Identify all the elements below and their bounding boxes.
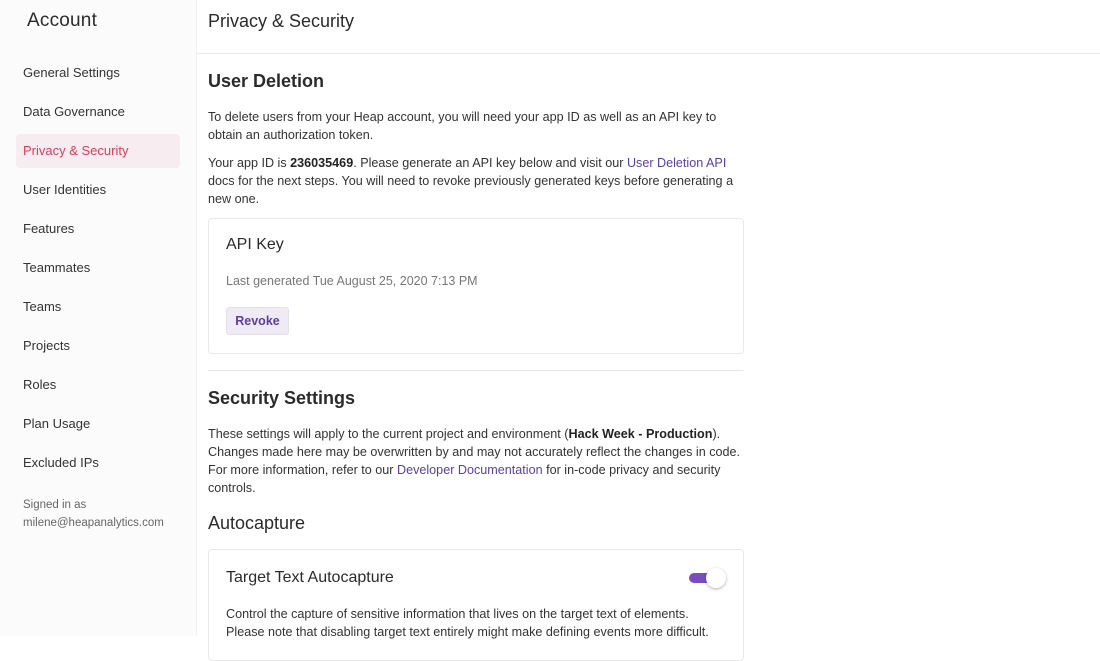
api-key-last-generated: Last generated Tue August 25, 2020 7:13 PM (226, 274, 478, 288)
sidebar-item-features[interactable] (16, 212, 180, 246)
security-text-suffix: for in-code privacy and security controls. (208, 463, 721, 495)
security-settings-text (208, 425, 748, 497)
target-text-card (208, 549, 744, 661)
sidebar-item-general-settings[interactable] (16, 56, 180, 90)
account-sidebar (0, 0, 197, 636)
sidebar-item-user-identities[interactable] (16, 173, 180, 207)
user-deletion-intro: To delete users from your Heap account, you will need your app ID as well as an API key to obtain an authorization token. (208, 110, 717, 142)
sidebar-item-label: User Identities (23, 182, 107, 197)
revoke-button[interactable]: Revoke (226, 307, 289, 335)
page-title: Privacy & Security (208, 11, 355, 31)
toggle-knob (706, 568, 726, 588)
sidebar-item-plan-usage[interactable] (16, 407, 180, 441)
header-divider (196, 53, 1100, 54)
target-text-description: Control the capture of sensitive information that lives on the target text of elements. Please note that disabling target text entirely might make defining events more difficult. (226, 607, 709, 639)
sidebar-item-label: Data Governance (23, 104, 125, 119)
sidebar-item-label: General Settings (23, 65, 120, 80)
sidebar-item-privacy-security[interactable] (16, 134, 180, 168)
sidebar-item-excluded-ips[interactable] (16, 446, 180, 480)
sidebar-item-projects[interactable] (16, 329, 180, 363)
sidebar-item-label: Plan Usage (23, 416, 91, 431)
sidebar-item-label: Privacy & Security (23, 143, 129, 158)
sidebar-item-label: Projects (23, 338, 70, 353)
sidebar-item-label: Roles (23, 377, 57, 392)
sidebar-item-data-governance[interactable] (16, 95, 180, 129)
user-deletion-app-id-text (208, 154, 748, 208)
app-id-value: 236035469 (290, 156, 354, 170)
app-id-suffix: docs for the next steps. You will need to revoke previously generated keys before generating a new one. (208, 174, 734, 206)
security-text-middle: ). Changes made here may be overwritten by and may not accurately reflect the changes in code. For more information, refer to our (208, 427, 741, 477)
api-key-title: API Key (226, 236, 284, 253)
target-text-toggle[interactable] (688, 568, 726, 588)
user-deletion-api-link[interactable]: User Deletion API (626, 156, 727, 170)
signed-in-info (23, 496, 164, 532)
signed-in-label: Signed in as (23, 499, 87, 511)
autocapture-heading: Autocapture (208, 513, 306, 533)
sidebar-item-teammates[interactable] (16, 251, 180, 285)
sidebar-item-roles[interactable] (16, 368, 180, 402)
developer-documentation-link[interactable]: Developer Documentation (396, 463, 543, 477)
target-text-title: Target Text Autocapture (226, 569, 394, 586)
section-divider (208, 370, 743, 371)
api-key-card (208, 218, 744, 354)
user-deletion-heading: User Deletion (208, 71, 325, 91)
sidebar-item-label: Teammates (23, 260, 91, 275)
environment-name: Hack Week - Production (568, 427, 713, 441)
app-id-middle: . Please generate an API key below and visit our (353, 156, 627, 170)
sidebar-item-teams[interactable] (16, 290, 180, 324)
security-settings-heading: Security Settings (208, 388, 356, 408)
security-text-prefix: These settings will apply to the current project and environment ( (208, 427, 569, 441)
app-id-prefix: Your app ID is (208, 156, 291, 170)
signed-in-email: milene@heapanalytics.com (23, 517, 164, 529)
sidebar-title: Account (27, 10, 98, 31)
sidebar-item-label: Excluded IPs (23, 455, 99, 470)
sidebar-item-label: Features (23, 221, 75, 236)
sidebar-item-label: Teams (23, 299, 62, 314)
